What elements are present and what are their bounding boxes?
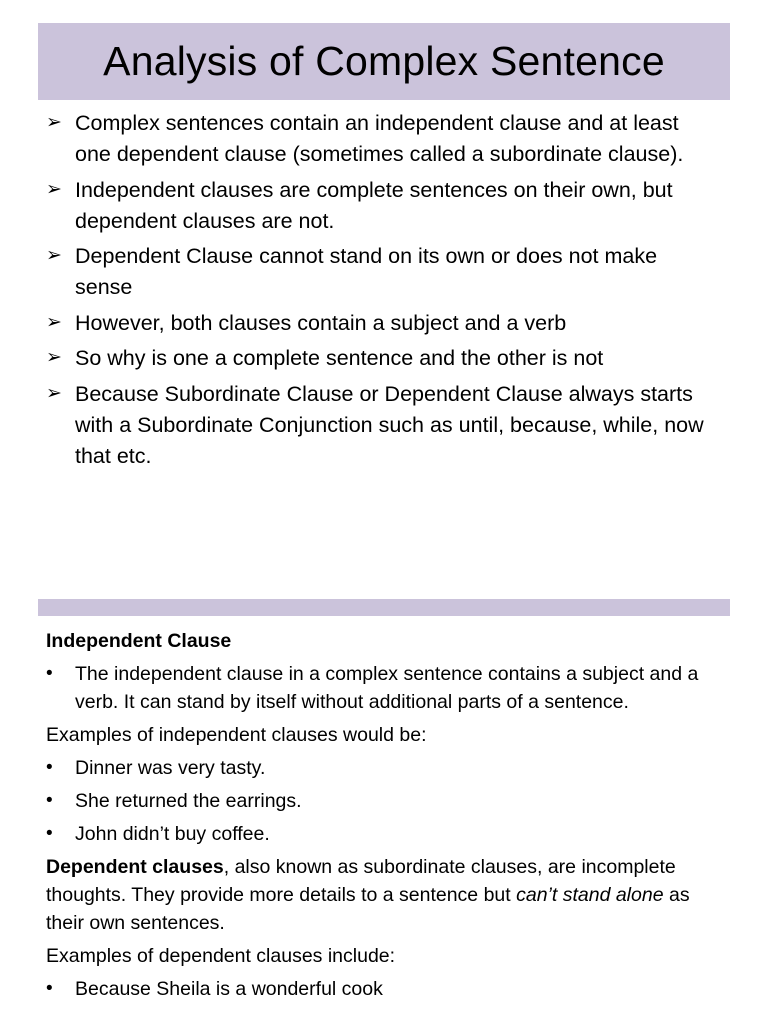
arrow-point bbox=[46, 175, 718, 237]
clause-explanation-section bbox=[46, 627, 718, 1008]
list-item bbox=[46, 820, 718, 848]
independent-clause-heading: Independent Clause bbox=[46, 630, 232, 652]
arrow-point-text: So why is one a complete sentence and the other is not bbox=[75, 346, 604, 370]
section-divider-band bbox=[38, 599, 730, 616]
list-item bbox=[46, 660, 718, 716]
bullet-icon: • bbox=[46, 978, 53, 999]
arrow-bullet-icon: ➢ bbox=[46, 245, 62, 266]
list-item bbox=[46, 754, 718, 782]
dependent-clause-paragraph bbox=[46, 853, 718, 937]
example-text: She returned the earrings. bbox=[75, 790, 302, 812]
arrow-point-text: Complex sentences contain an independent clause and at least one dependent clause (sometimes called a subordinate clause). bbox=[75, 111, 684, 166]
list-item bbox=[46, 975, 718, 1003]
arrow-point-text: Because Subordinate Clause or Dependent Clause always starts with a Subordinate Conjunction such as until, because, while, now that etc. bbox=[75, 381, 704, 468]
example-text: John didn’t buy coffee. bbox=[75, 823, 270, 845]
arrow-bullet-icon: ➢ bbox=[46, 311, 62, 333]
example-text: Dinner was very tasty. bbox=[75, 757, 266, 779]
arrow-point bbox=[46, 343, 718, 374]
independent-definition-list bbox=[46, 660, 718, 716]
dependent-text-part-1: , also known as subordinate clauses, are incomplete thoughts. They provide more details to a sentence but bbox=[46, 856, 676, 906]
independent-examples-list bbox=[46, 754, 718, 848]
bullet-icon: • bbox=[46, 663, 53, 684]
independent-examples-intro: Examples of independent clauses would be: bbox=[46, 724, 427, 746]
arrow-point-text: However, both clauses contain a subject and a verb bbox=[75, 310, 567, 335]
bullet-icon: • bbox=[46, 757, 53, 778]
dependent-emphasis: can’t stand alone bbox=[516, 884, 664, 906]
bullet-icon: • bbox=[46, 790, 53, 811]
arrow-point-list bbox=[46, 108, 718, 476]
bullet-icon: • bbox=[46, 823, 53, 844]
dependent-text-part-2: as their own sentences. bbox=[46, 884, 690, 934]
arrow-point-text: Dependent Clause cannot stand on its own or does not make sense bbox=[75, 244, 658, 299]
dependent-clause-term: Dependent clauses bbox=[46, 856, 224, 878]
title-band bbox=[38, 23, 730, 100]
independent-definition: The independent clause in a complex sentence contains a subject and a verb. It can stand by itself without additional parts of a sentence. bbox=[75, 663, 699, 713]
arrow-point-text: Independent clauses are complete sentences on their own, but dependent clauses are not. bbox=[75, 177, 673, 233]
arrow-bullet-icon: ➢ bbox=[46, 178, 62, 200]
arrow-point bbox=[46, 108, 718, 170]
slide-title: Analysis of Complex Sentence bbox=[103, 38, 665, 84]
arrow-point bbox=[46, 308, 718, 339]
arrow-bullet-icon: ➢ bbox=[46, 347, 62, 368]
list-item bbox=[46, 787, 718, 815]
arrow-point bbox=[46, 241, 718, 303]
dependent-examples-intro: Examples of dependent clauses include: bbox=[46, 945, 396, 967]
arrow-point bbox=[46, 379, 718, 472]
dependent-examples-list bbox=[46, 975, 718, 1003]
arrow-bullet-icon: ➢ bbox=[46, 382, 62, 404]
arrow-bullet-icon: ➢ bbox=[46, 112, 62, 133]
example-text: Because Sheila is a wonderful cook bbox=[75, 978, 383, 1000]
